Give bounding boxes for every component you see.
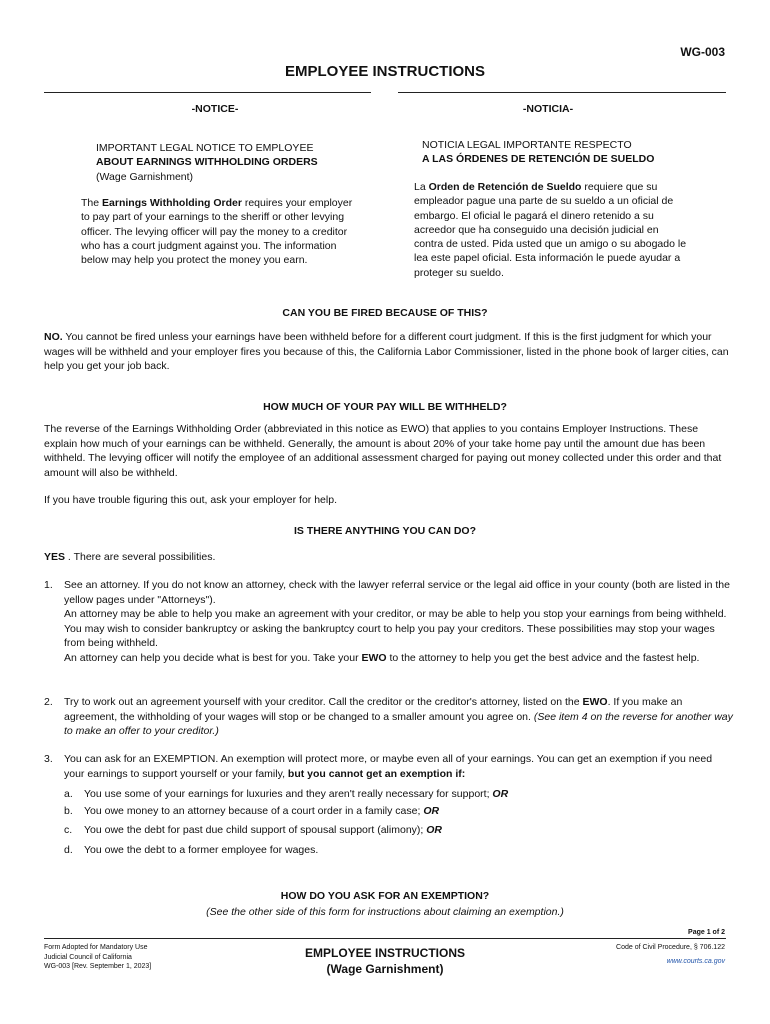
footer-title-line2: (Wage Garnishment) bbox=[326, 962, 444, 976]
item-2-bold: EWO bbox=[582, 696, 608, 708]
notice-es-body-post: requiere que su empleador pague una parte de su sueldo a un oficial de embargo. El oficial le pagará el dinero retenido a su acreedor que ha conseguido una decisión judicial en contra de usted. Pida usted que un amigo o su abogado le lea este papel oficial. Esta información le puede ayudar a proteger su sueldo. bbox=[414, 181, 687, 279]
form-number: WG-003 bbox=[680, 45, 725, 59]
right-header-rule bbox=[398, 92, 726, 93]
noticia-heading: -NOTICIA- bbox=[522, 103, 574, 115]
notice-es-line1: NOTICIA LEGAL IMPORTANTE RESPECTO bbox=[422, 139, 632, 151]
cando-lead bbox=[44, 550, 734, 565]
sub-d-text: You owe the debt to a former employee for wages. bbox=[84, 844, 319, 856]
footer-code: Code of Civil Procedure, § 706.122 bbox=[616, 944, 725, 951]
notice-en-line2: ABOUT EARNINGS WITHHOLDING ORDERS bbox=[96, 156, 318, 169]
sub-b-text: You owe money to an attorney because of a court order in a family case; bbox=[84, 805, 424, 817]
sub-b-or: OR bbox=[423, 805, 440, 817]
item-3-pre: You can ask for an EXEMPTION. An exemption will protect more, or maybe even all of your earnings. You can get an exemption if you need your earnings to support yourself or your family, bbox=[64, 753, 713, 780]
footer-title-line1: EMPLOYEE INSTRUCTIONS bbox=[304, 946, 465, 960]
list-item-1 bbox=[44, 578, 734, 665]
notice-en-body-bold: Earnings Withholding Order bbox=[102, 197, 242, 209]
withheld-help: If you have trouble figuring this out, ask your employer for help. bbox=[44, 494, 337, 506]
sub-item-d bbox=[64, 843, 724, 857]
withheld-paragraph: The reverse of the Earnings Withholding Order (abbreviated in this notice as EWO) that applies to you contains Employer Instructions. These explain how much of your earnings can be withheld. Generally, the amount is about 20% of your take home pay until the amount due has been withheld. The levying officer will notify the employee of an additional assessment charged for paying out money collected under this order and that amount will also be withheld. bbox=[44, 423, 722, 479]
sub-c-text: You owe the debt for past due child support of spousal support (alimony); bbox=[84, 824, 427, 836]
notice-english bbox=[96, 141, 366, 184]
item-3-bold: but you cannot get an exemption if: bbox=[287, 767, 466, 780]
notice-en-body-pre: The bbox=[81, 197, 103, 209]
notice-heading: -NOTICE- bbox=[191, 103, 239, 115]
footer-left-line2: Judicial Council of California bbox=[44, 953, 132, 961]
item-1-number: 1. bbox=[44, 579, 53, 591]
notice-spanish-body bbox=[414, 180, 690, 280]
notice-english-body bbox=[81, 196, 353, 267]
exemption-heading: HOW DO YOU ASK FOR AN EXEMPTION? bbox=[280, 890, 490, 902]
notice-spanish bbox=[422, 138, 692, 167]
item-3-number: 3. bbox=[44, 753, 53, 765]
item-1-text-a: See an attorney. If you do not know an attorney, check with the lawyer referral service or the legal aid office in your county (both are listed in the yellow pages under "Attorneys"). bbox=[64, 579, 730, 606]
sub-item-a bbox=[64, 787, 724, 801]
item-1-c-bold: EWO bbox=[361, 651, 387, 664]
sub-a-label: a. bbox=[64, 788, 73, 800]
fired-lead: NO. bbox=[44, 331, 63, 343]
list-item-2 bbox=[44, 695, 734, 739]
footer-left-line1: Form Adopted for Mandatory Use bbox=[44, 944, 148, 951]
fired-text: You cannot be fired unless your earnings have been withheld before for a different court judgment. If this is the first judgment for which your wages will be withheld and your employer fires you because of this, the California Labor Commissioner, listed in the phone book of larger cities, can help you get your job back. bbox=[44, 331, 729, 372]
cando-yes: YES bbox=[44, 551, 66, 563]
footer-left-line3: WG-003 [Rev. September 1, 2023] bbox=[44, 963, 152, 970]
notice-es-body-pre: La bbox=[414, 181, 429, 193]
notice-en-line3: (Wage Garnishment) bbox=[96, 170, 194, 183]
item-2-pre: Try to work out an agreement yourself with your creditor. Call the creditor or the creditor's attorney, listed on the bbox=[64, 696, 583, 708]
fired-heading: CAN YOU BE FIRED BECAUSE OF THIS? bbox=[282, 307, 488, 319]
left-header-rule bbox=[44, 92, 371, 93]
sub-c-or: OR bbox=[426, 824, 442, 836]
item-1-text-b: An attorney may be able to help you make an agreement with your creditor, or may be able to help you stop your earnings from being withheld. You may wish to consider bankruptcy or asking the bankruptcy court to help you pay your creditors. These possibilities may stop your wages from being withheld. bbox=[64, 608, 727, 649]
sub-item-b bbox=[64, 804, 724, 818]
cando-rest: . There are several possibilities. bbox=[65, 551, 216, 563]
page-title: EMPLOYEE INSTRUCTIONS bbox=[284, 63, 486, 80]
item-2-mid: . If you make an agreement, the withholding of your wages will stop or be changed to a smaller amount you agree on. bbox=[64, 696, 683, 723]
sub-b-label: b. bbox=[64, 805, 73, 817]
sub-c-label: c. bbox=[64, 824, 73, 836]
footer-url[interactable]: www.courts.ca.gov bbox=[666, 957, 725, 965]
list-item-3 bbox=[44, 752, 734, 781]
sub-item-c bbox=[64, 823, 724, 837]
item-1-c-pre: An attorney can help you decide what is best for you. Take your bbox=[64, 651, 362, 664]
page-number: Page 1 of 2 bbox=[688, 929, 725, 936]
footer-rule bbox=[44, 938, 726, 939]
sub-a-or: OR bbox=[492, 788, 509, 800]
notice-en-line1: IMPORTANT LEGAL NOTICE TO EMPLOYEE bbox=[96, 142, 314, 154]
item-1-c-post: to the attorney to help you get the best advice and the fastest help. bbox=[386, 651, 700, 664]
footer-right bbox=[505, 943, 725, 966]
item-2-number: 2. bbox=[44, 696, 53, 708]
notice-es-body-bold: Orden de Retención de Sueldo bbox=[428, 181, 582, 193]
sub-d-label: d. bbox=[64, 844, 73, 856]
notice-en-body-post: requires your employer to pay part of your earnings to the sheriff or other levying officer. The levying officer will pay the money to a creditor who has a court judgment against you. The information below may help you protect the money you earn. bbox=[81, 197, 353, 267]
notice-es-line2: A LAS ÓRDENES DE RETENCIÓN DE SUELDO bbox=[422, 153, 655, 166]
exemption-subheading: (See the other side of this form for instructions about claiming an exemption.) bbox=[206, 906, 564, 918]
withheld-heading: HOW MUCH OF YOUR PAY WILL BE WITHHELD? bbox=[263, 401, 507, 413]
cando-heading: IS THERE ANYTHING YOU CAN DO? bbox=[293, 525, 476, 537]
item-1-text-c bbox=[64, 651, 734, 666]
sub-a-text: You use some of your earnings for luxuries and they aren't really necessary for support; bbox=[84, 788, 493, 800]
fired-paragraph bbox=[44, 330, 734, 374]
item-2-italic: (See item 4 on the reverse for another way to make an offer to your creditor.) bbox=[64, 710, 733, 737]
